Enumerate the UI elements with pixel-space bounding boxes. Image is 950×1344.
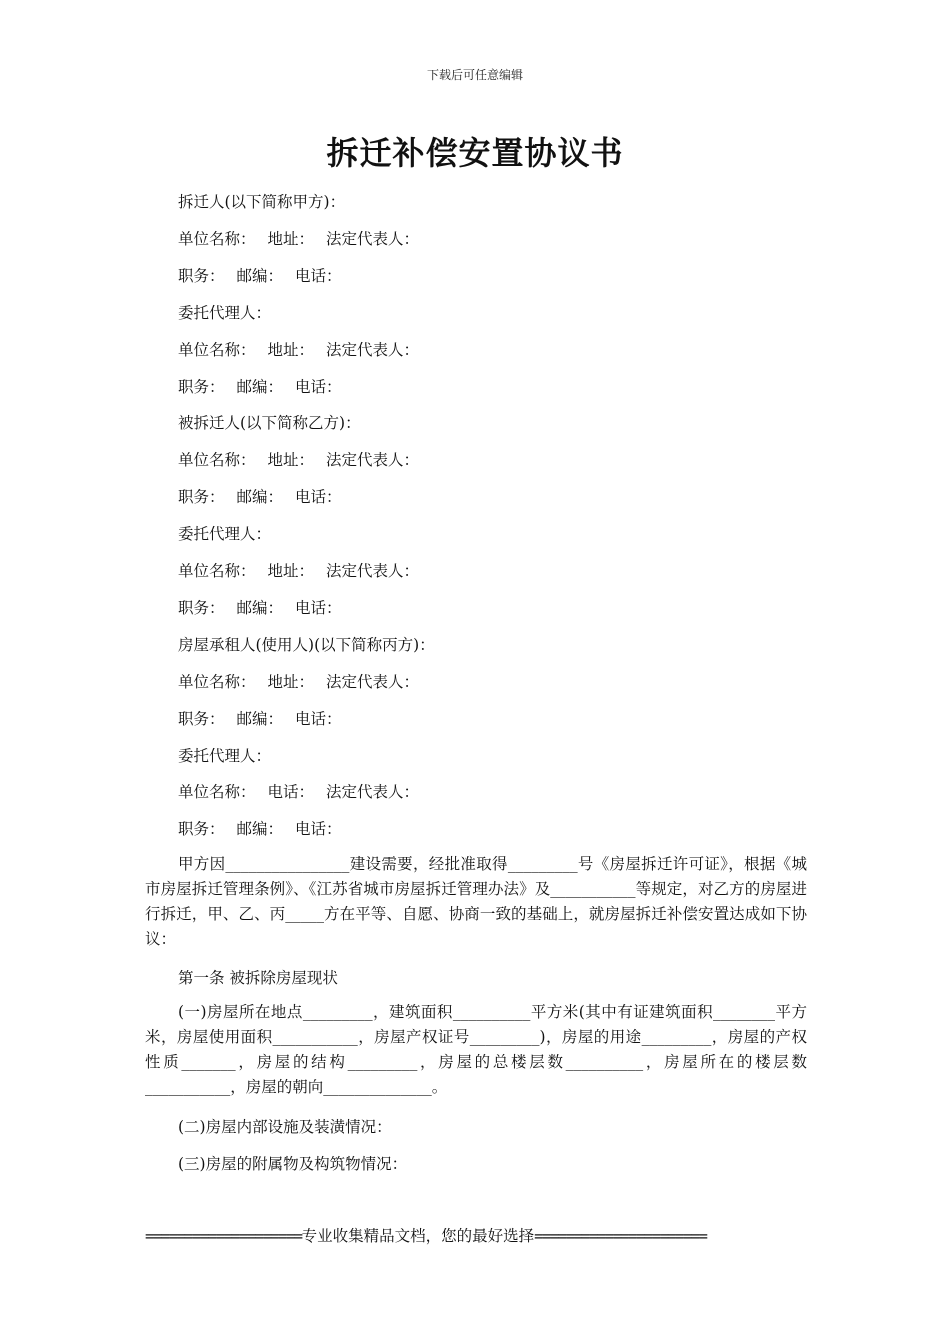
field-label: 邮编： — [236, 710, 284, 728]
field-label: 法定代表人： — [326, 451, 420, 469]
field-label: 电话： — [267, 783, 315, 801]
party-heading: 拆迁人(以下简称甲方)： — [178, 193, 346, 211]
field-label: 职务： — [178, 488, 225, 506]
field-label: 地址： — [267, 562, 315, 580]
field-label: 电话： — [295, 267, 342, 285]
party-heading: 委托代理人： — [178, 304, 272, 322]
field-label: 法定代表人： — [326, 673, 420, 691]
field-label: 职务： — [178, 820, 225, 838]
party-heading: 委托代理人： — [178, 525, 272, 543]
field-label: 邮编： — [236, 267, 284, 285]
field-label: 地址： — [267, 451, 315, 469]
field-label: 职务： — [178, 378, 225, 396]
intro-paragraph: 甲方因________________建设需要，经批准取得_________号《房屋拆迁许可证》，根据《城市房屋拆迁管理条例》、《江苏省城市房屋拆迁管理办法》及___________等规定，对乙方的房屋进行拆迁，甲、乙、丙_____方在平等、自愿、协商一致的基础上，就房屋拆迁补偿安置达成如下协议： — [145, 855, 807, 948]
party-heading: 委托代理人： — [178, 747, 272, 765]
field-label: 地址： — [267, 341, 315, 359]
field-label: 法定代表人： — [326, 562, 420, 580]
party-heading: 房屋承租人(使用人)(以下简称丙方)： — [178, 636, 435, 654]
party-unit-line — [178, 227, 419, 249]
article-1-heading: 第一条 被拆除房屋现状 — [178, 969, 338, 987]
field-label: 地址： — [267, 673, 315, 691]
field-label: 邮编： — [236, 599, 284, 617]
field-label: 法定代表人： — [326, 341, 420, 359]
field-label: 职务： — [178, 599, 225, 617]
field-label: 法定代表人： — [326, 783, 420, 801]
party-unit-line — [178, 338, 419, 360]
party-heading: 被拆迁人(以下简称乙方)： — [178, 414, 361, 432]
footer-banner — [145, 1227, 807, 1246]
field-label: 单位名称： — [178, 451, 256, 469]
field-label: 电话： — [295, 378, 342, 396]
party-contact-line — [178, 707, 342, 729]
document-title: 拆迁补偿安置协议书 — [326, 134, 624, 172]
footer-right-rule: ====================== — [534, 1227, 707, 1245]
item-3-line: (三)房屋的附属物及构筑物情况： — [178, 1155, 408, 1173]
field-label: 邮编： — [236, 488, 284, 506]
party-contact-line — [178, 264, 342, 286]
party-unit-line — [178, 780, 419, 802]
party-contact-line — [178, 596, 342, 618]
party-unit-line — [178, 670, 419, 692]
item-2-line: (二)房屋内部设施及装潢情况： — [178, 1118, 392, 1136]
footer-text: 专业收集精品文档，您的最好选择 — [301, 1227, 535, 1245]
field-label: 电话： — [295, 710, 342, 728]
field-label: 邮编： — [236, 820, 284, 838]
field-label: 单位名称： — [178, 562, 256, 580]
field-label: 法定代表人： — [326, 230, 420, 248]
party-contact-line — [178, 375, 342, 397]
footer-left-rule: ==================== — [145, 1227, 302, 1245]
field-label: 电话： — [295, 599, 342, 617]
party-unit-line — [178, 448, 419, 470]
field-label: 职务： — [178, 710, 225, 728]
field-label: 单位名称： — [178, 673, 256, 691]
party-contact-line — [178, 817, 342, 839]
item-1-paragraph: (一)房屋所在地点_________，建筑面积__________平方米(其中有证建筑面积________平方米，房屋使用面积___________，房屋产权证号_________)，房屋的用途_________，房屋的产权性质_______，房屋的结构_________，房屋的总楼层数__________，房屋所在的楼层数___________，房屋的朝向______________。 — [145, 1003, 807, 1096]
field-label: 单位名称： — [178, 341, 256, 359]
party-unit-line — [178, 559, 419, 581]
field-label: 职务： — [178, 267, 225, 285]
field-label: 电话： — [295, 820, 342, 838]
header-note: 下载后可任意编辑 — [426, 68, 523, 82]
field-label: 邮编： — [236, 378, 284, 396]
party-contact-line — [178, 485, 342, 507]
field-label: 电话： — [295, 488, 342, 506]
field-label: 单位名称： — [178, 783, 256, 801]
field-label: 地址： — [267, 230, 315, 248]
field-label: 单位名称： — [178, 230, 256, 248]
